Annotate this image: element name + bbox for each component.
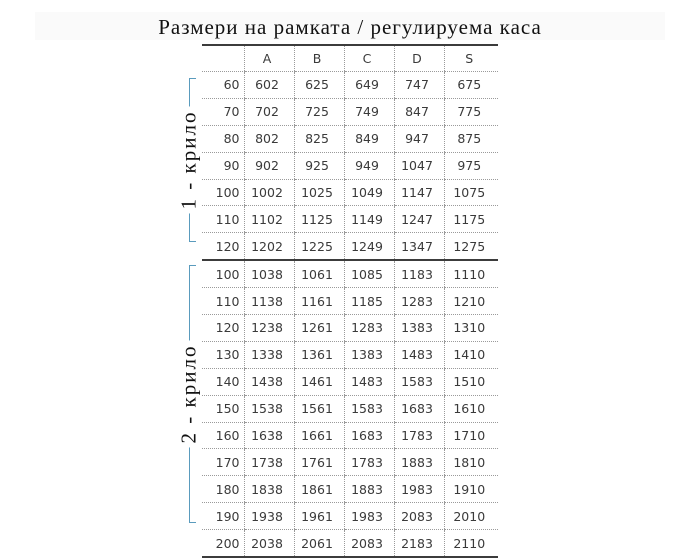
table-cell: 1438 bbox=[244, 368, 294, 395]
row-size-cell: 190 bbox=[202, 503, 244, 530]
row-size-cell: 130 bbox=[202, 341, 244, 368]
table-header-row bbox=[202, 45, 498, 72]
table-cell: 1110 bbox=[444, 260, 498, 287]
table-cell: 1175 bbox=[444, 206, 498, 233]
group-2-rows bbox=[202, 260, 498, 557]
page-title: Размери на рамката / регулируема каса bbox=[158, 15, 542, 39]
table-cell: 1102 bbox=[244, 206, 294, 233]
row-size-cell: 80 bbox=[202, 125, 244, 152]
table-cell: 1910 bbox=[444, 476, 498, 503]
table-cell: 1238 bbox=[244, 315, 294, 342]
table-cell: 875 bbox=[444, 125, 498, 152]
row-size-cell: 90 bbox=[202, 152, 244, 179]
row-size-cell: 110 bbox=[202, 206, 244, 233]
table-cell: 1483 bbox=[394, 341, 444, 368]
table-cell: 1561 bbox=[294, 395, 344, 422]
table-cell: 1075 bbox=[444, 179, 498, 206]
row-size-cell: 140 bbox=[202, 368, 244, 395]
table-cell: 1583 bbox=[394, 368, 444, 395]
row-size-cell: 200 bbox=[202, 530, 244, 557]
table-row bbox=[202, 152, 498, 179]
table-cell: 1347 bbox=[394, 233, 444, 260]
column-header-d: D bbox=[394, 45, 444, 72]
table-cell: 2061 bbox=[294, 530, 344, 557]
table-row bbox=[202, 179, 498, 206]
table-cell: 725 bbox=[294, 98, 344, 125]
table-cell: 2183 bbox=[394, 530, 444, 557]
group-1-label: 1 - крило bbox=[177, 107, 202, 214]
bracket-tick bbox=[190, 265, 196, 266]
table-cell: 902 bbox=[244, 152, 294, 179]
table-cell: 1810 bbox=[444, 449, 498, 476]
table-cell: 1047 bbox=[394, 152, 444, 179]
column-header-a: A bbox=[244, 45, 294, 72]
table-cell: 1183 bbox=[394, 260, 444, 287]
table-cell: 1247 bbox=[394, 206, 444, 233]
table-cell: 1938 bbox=[244, 503, 294, 530]
table-cell: 1710 bbox=[444, 422, 498, 449]
table-row bbox=[202, 395, 498, 422]
table-cell: 1085 bbox=[344, 260, 394, 287]
table-cell: 2083 bbox=[344, 530, 394, 557]
table-row bbox=[202, 125, 498, 152]
table-cell: 2010 bbox=[444, 503, 498, 530]
table-cell: 925 bbox=[294, 152, 344, 179]
table-cell: 749 bbox=[344, 98, 394, 125]
table-cell: 1361 bbox=[294, 341, 344, 368]
table-row bbox=[202, 288, 498, 315]
table-row bbox=[202, 233, 498, 260]
table-cell: 1610 bbox=[444, 395, 498, 422]
table-cell: 1483 bbox=[344, 368, 394, 395]
table-cell: 949 bbox=[344, 152, 394, 179]
table-row bbox=[202, 98, 498, 125]
table-cell: 1738 bbox=[244, 449, 294, 476]
table-cell: 747 bbox=[394, 72, 444, 99]
table-cell: 849 bbox=[344, 125, 394, 152]
column-header-s: S bbox=[444, 45, 498, 72]
table-cell: 1161 bbox=[294, 288, 344, 315]
table-row bbox=[202, 206, 498, 233]
table-cell: 1002 bbox=[244, 179, 294, 206]
row-size-cell: 160 bbox=[202, 422, 244, 449]
table-cell: 1225 bbox=[294, 233, 344, 260]
table-cell: 802 bbox=[244, 125, 294, 152]
table-cell: 1783 bbox=[344, 449, 394, 476]
table-cell: 847 bbox=[394, 98, 444, 125]
row-size-cell: 120 bbox=[202, 233, 244, 260]
table-cell: 825 bbox=[294, 125, 344, 152]
table-cell: 1283 bbox=[394, 288, 444, 315]
table-row bbox=[202, 341, 498, 368]
table-cell: 1138 bbox=[244, 288, 294, 315]
row-size-cell: 170 bbox=[202, 449, 244, 476]
row-size-cell: 180 bbox=[202, 476, 244, 503]
table-cell: 1249 bbox=[344, 233, 394, 260]
table-cell: 1410 bbox=[444, 341, 498, 368]
table-cell: 947 bbox=[394, 125, 444, 152]
table-row bbox=[202, 422, 498, 449]
row-size-cell: 120 bbox=[202, 315, 244, 342]
table-row bbox=[202, 315, 498, 342]
table-cell: 1049 bbox=[344, 179, 394, 206]
table-cell: 1275 bbox=[444, 233, 498, 260]
table-cell: 1510 bbox=[444, 368, 498, 395]
group-1-rows bbox=[202, 72, 498, 261]
frame-size-table bbox=[202, 44, 498, 558]
table-cell: 1983 bbox=[394, 476, 444, 503]
table-cell: 2110 bbox=[444, 530, 498, 557]
table-cell: 649 bbox=[344, 72, 394, 99]
column-header bbox=[202, 45, 244, 72]
table-cell: 975 bbox=[444, 152, 498, 179]
table-cell: 1761 bbox=[294, 449, 344, 476]
table-cell: 2083 bbox=[394, 503, 444, 530]
row-size-cell: 100 bbox=[202, 260, 244, 287]
bracket-tick bbox=[190, 522, 196, 523]
table-cell: 775 bbox=[444, 98, 498, 125]
table-cell: 1210 bbox=[444, 288, 498, 315]
table-cell: 1025 bbox=[294, 179, 344, 206]
column-header-b: B bbox=[294, 45, 344, 72]
table-cell: 1683 bbox=[344, 422, 394, 449]
table-cell: 675 bbox=[444, 72, 498, 99]
table-row bbox=[202, 72, 498, 99]
table-cell: 2038 bbox=[244, 530, 294, 557]
column-header-c: C bbox=[344, 45, 394, 72]
table-cell: 1661 bbox=[294, 422, 344, 449]
table-cell: 1147 bbox=[394, 179, 444, 206]
table-cell: 1538 bbox=[244, 395, 294, 422]
table-cell: 1038 bbox=[244, 260, 294, 287]
table-cell: 1283 bbox=[344, 315, 394, 342]
bracket-tick bbox=[190, 78, 196, 79]
table-cell: 1883 bbox=[344, 476, 394, 503]
table-cell: 1149 bbox=[344, 206, 394, 233]
table-cell: 625 bbox=[294, 72, 344, 99]
table-cell: 1961 bbox=[294, 503, 344, 530]
table-row bbox=[202, 503, 498, 530]
table-cell: 1202 bbox=[244, 233, 294, 260]
row-size-cell: 110 bbox=[202, 288, 244, 315]
table-cell: 1310 bbox=[444, 315, 498, 342]
table-row bbox=[202, 449, 498, 476]
row-size-cell: 70 bbox=[202, 98, 244, 125]
table-cell: 1061 bbox=[294, 260, 344, 287]
row-size-cell: 150 bbox=[202, 395, 244, 422]
table-row bbox=[202, 530, 498, 557]
table-cell: 1783 bbox=[394, 422, 444, 449]
table-cell: 1861 bbox=[294, 476, 344, 503]
table-cell: 1583 bbox=[344, 395, 394, 422]
group-2-label: 2 - крило bbox=[177, 341, 202, 448]
table-row bbox=[202, 368, 498, 395]
table-row bbox=[202, 476, 498, 503]
table-cell: 1683 bbox=[394, 395, 444, 422]
table-cell: 1261 bbox=[294, 315, 344, 342]
table-cell: 1383 bbox=[394, 315, 444, 342]
table-cell: 1338 bbox=[244, 341, 294, 368]
table-cell: 1638 bbox=[244, 422, 294, 449]
table-cell: 1125 bbox=[294, 206, 344, 233]
table-cell: 1185 bbox=[344, 288, 394, 315]
row-size-cell: 100 bbox=[202, 179, 244, 206]
table-cell: 1383 bbox=[344, 341, 394, 368]
table-cell: 1838 bbox=[244, 476, 294, 503]
table-cell: 1883 bbox=[394, 449, 444, 476]
table-cell: 602 bbox=[244, 72, 294, 99]
table-cell: 1983 bbox=[344, 503, 394, 530]
table-cell: 702 bbox=[244, 98, 294, 125]
row-size-cell: 60 bbox=[202, 72, 244, 99]
table-cell: 1461 bbox=[294, 368, 344, 395]
bracket-tick bbox=[190, 241, 196, 242]
table-row bbox=[202, 260, 498, 287]
